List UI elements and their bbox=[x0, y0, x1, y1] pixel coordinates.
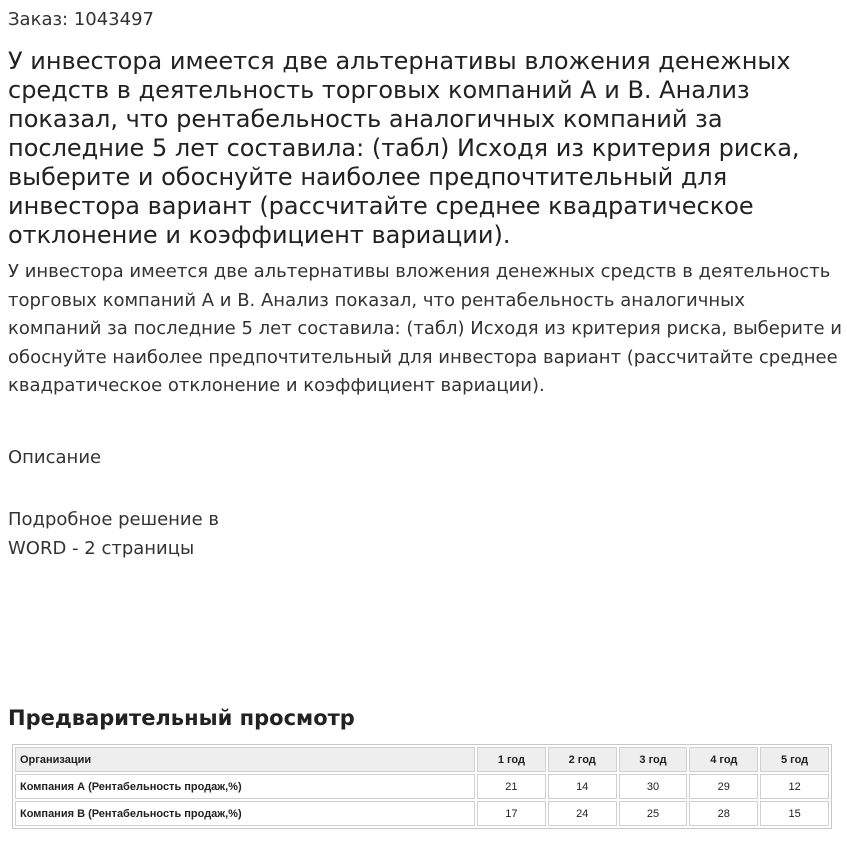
preview-table bbox=[12, 744, 832, 829]
description-text: Подробное решение в WORD - 2 страницы bbox=[8, 509, 220, 559]
table-cell: 17 bbox=[477, 801, 546, 826]
table-header-row bbox=[15, 747, 829, 772]
table-cell: Компания А (Рентабельность продаж,%) bbox=[15, 774, 475, 799]
table-cell: 21 bbox=[477, 774, 546, 799]
table-cell: Компания В (Рентабельность продаж,%) bbox=[15, 801, 475, 826]
table-cell: 12 bbox=[760, 774, 829, 799]
table-cell: 14 bbox=[548, 774, 617, 799]
table-cell: 15 bbox=[760, 801, 829, 826]
table-row bbox=[15, 801, 829, 826]
table-header-cell: 3 год bbox=[619, 747, 688, 772]
order-number: Заказ: 1043497 bbox=[8, 9, 154, 30]
table-row bbox=[15, 774, 829, 799]
table-header-cell: 1 год bbox=[477, 747, 546, 772]
table-header-cell: 5 год bbox=[760, 747, 829, 772]
task-title: У инвестора имеется две альтернативы вложения денежных средств в деятельность торговых компаний А и В. Анализ показал, что рентабельность аналогичных компаний за последние 5 лет составила: (табл) Исходя из критерия риска, выберите и обоснуйте наиболее предпочтительный для инвестора вариант (рассчитайте среднее квадратическое отклонение и коэффициент вариации). bbox=[8, 47, 800, 249]
description-label: Описание bbox=[8, 447, 102, 468]
table-cell: 24 bbox=[548, 801, 617, 826]
table-cell: 29 bbox=[689, 774, 758, 799]
task-description: У инвестора имеется две альтернативы вложения денежных средств в деятельность торговых компаний А и В. Анализ показал, что рентабельность аналогичных компаний за последние 5 лет составила: (табл) Исходя из критерия риска, выберите и обоснуйте наиболее предпочтительный для инвестора вариант (рассчитайте среднее квадратическое отклонение и коэффициент вариации). bbox=[8, 261, 842, 397]
table-header-cell: 2 год bbox=[548, 747, 617, 772]
table-cell: 30 bbox=[619, 774, 688, 799]
table-cell: 28 bbox=[689, 801, 758, 826]
preview-heading: Предварительный просмотр bbox=[8, 706, 355, 730]
table-header-cell: 4 год bbox=[689, 747, 758, 772]
table-header-cell: Организации bbox=[15, 747, 475, 772]
table-cell: 25 bbox=[619, 801, 688, 826]
